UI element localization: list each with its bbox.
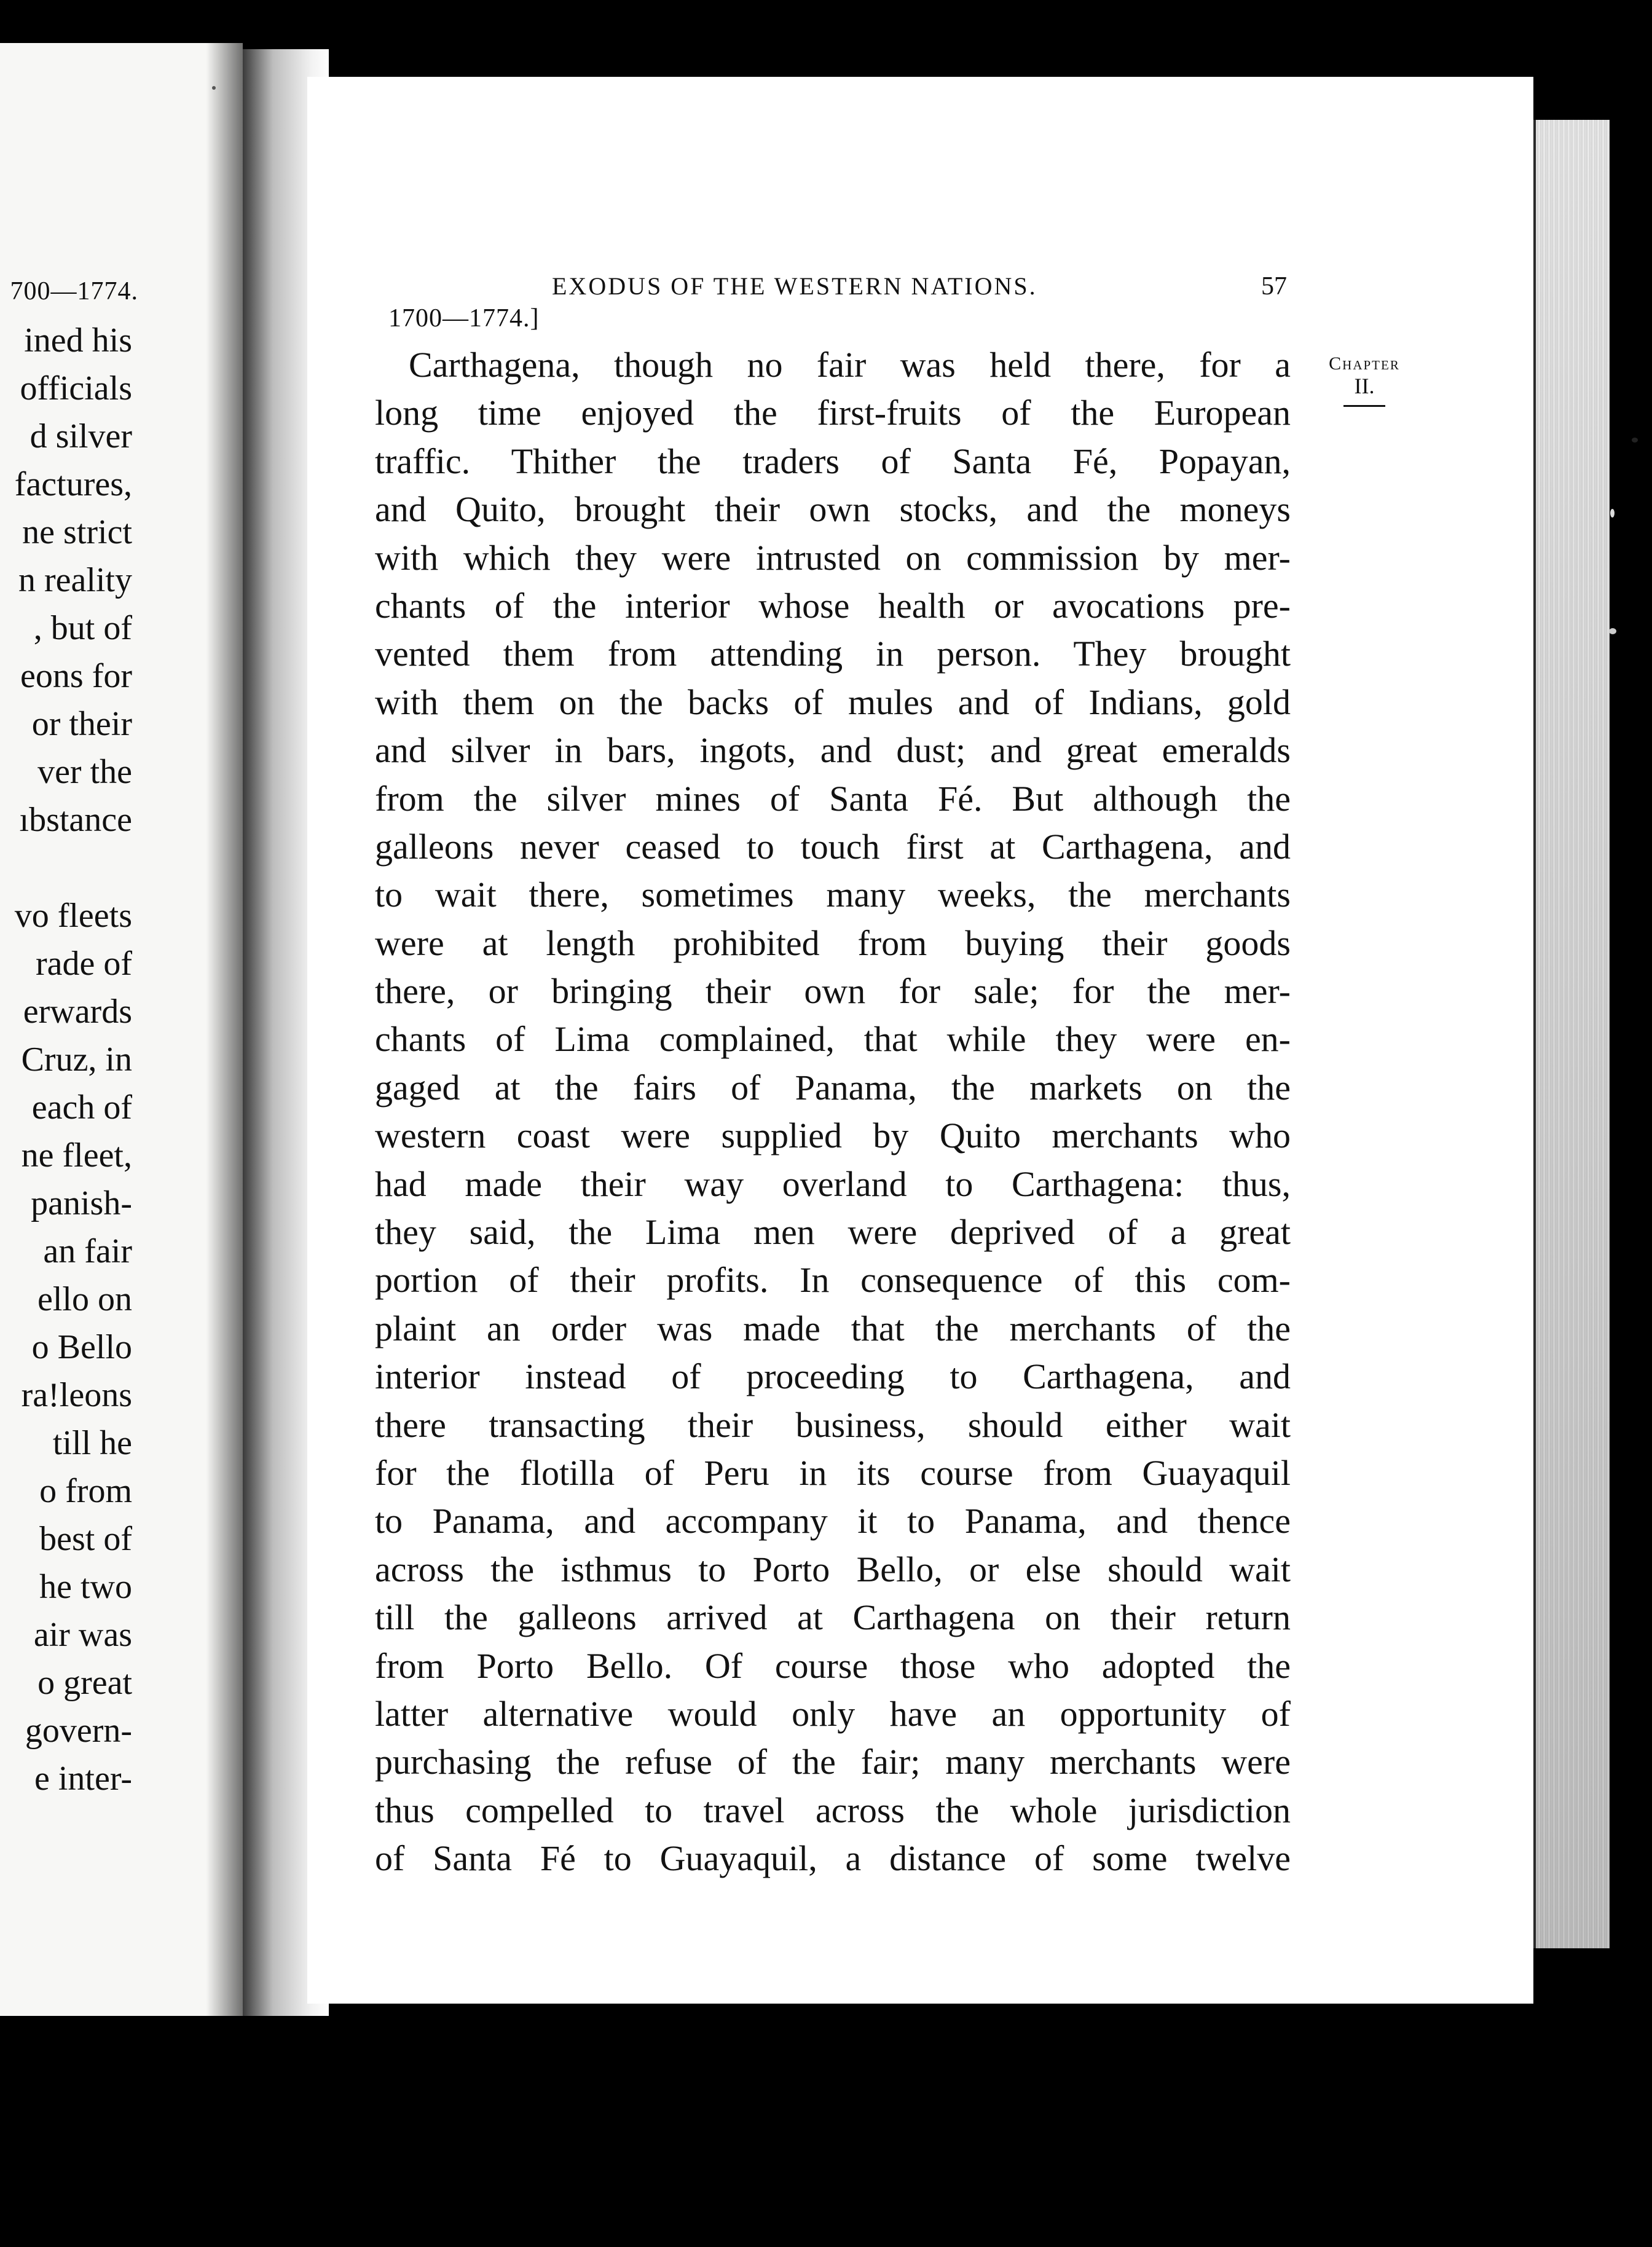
text-line: to Panama, and accompany it to Panama, and thence <box>375 1501 1291 1541</box>
text-line: plaint an order was made that the merchants of the <box>375 1308 1291 1348</box>
left-text-line: govern- <box>25 1712 132 1750</box>
text-line: across the isthmus to Porto Bello, or else should wait <box>375 1549 1291 1589</box>
page-edges <box>1533 120 1610 1948</box>
text-line: had made their way overland to Carthagena: thus, <box>375 1163 1291 1204</box>
text-line: long time enjoyed the first-fruits of the European <box>375 393 1291 433</box>
text-line: there transacting their business, should either wait <box>375 1404 1291 1445</box>
left-text-line: ello on <box>37 1280 132 1318</box>
text-line: they said, the Lima men were deprived of a great <box>375 1212 1291 1253</box>
left-text-line: an fair <box>43 1232 132 1270</box>
left-text-line: n reality <box>18 561 132 599</box>
text-line: vented them from attending in person. They brought <box>375 634 1291 674</box>
chapter-number: II. <box>1354 374 1375 398</box>
text-line: with which they were intrusted on commission by mer- <box>375 537 1291 578</box>
scan-speck <box>1632 438 1638 443</box>
left-text-line: o from <box>39 1472 132 1510</box>
date-range: 1700—1774.] <box>388 304 540 333</box>
text-line: Carthagena, though no fair was held there, for a <box>409 345 1291 385</box>
text-line: were at length prohibited from buying their goods <box>375 923 1291 963</box>
left-text-line: vo fleets <box>14 897 132 935</box>
text-line: from Porto Bello. Of course those who adopted the <box>375 1645 1291 1686</box>
text-line: to wait there, sometimes many weeks, the merchants <box>375 875 1291 915</box>
left-text-line: or their <box>31 705 132 743</box>
running-header: EXODUS OF THE WESTERN NATIONS. <box>552 272 1037 300</box>
left-text-line: o great <box>37 1664 132 1702</box>
text-line: till the galleons arrived at Carthagena on their return <box>375 1597 1291 1638</box>
text-line: western coast were supplied by Quito merchants who <box>375 1116 1291 1156</box>
left-text-line: rade of <box>35 945 132 983</box>
left-text-line: air was <box>33 1616 132 1654</box>
text-line: portion of their profits. In consequence of this com- <box>375 1260 1291 1301</box>
text-line: galleons never ceased to touch first at Carthagena, and <box>375 826 1291 867</box>
text-line: and Quito, brought their own stocks, and the moneys <box>375 489 1291 530</box>
text-line: there, or bringing their own for sale; for the mer- <box>375 971 1291 1012</box>
left-text-line: ıbstance <box>19 801 132 839</box>
left-text-line: Cruz, in <box>21 1041 132 1079</box>
text-line: from the silver mines of Santa Fé. But although the <box>375 778 1291 819</box>
left-text-line: ined his <box>24 321 132 360</box>
body-paragraph <box>375 341 1291 1883</box>
chapter-rule <box>1343 405 1385 407</box>
text-line: and silver in bars, ingots, and dust; and great emeralds <box>375 730 1291 771</box>
chapter-label: Chapter <box>1329 353 1400 374</box>
left-text-line: best of <box>39 1520 132 1558</box>
page-number: 57 <box>1261 272 1287 301</box>
scan-speck <box>212 86 216 90</box>
left-text-line: ver the <box>37 753 132 791</box>
left-text-line: d silver <box>30 417 132 455</box>
left-text-line: till he <box>52 1424 132 1462</box>
text-line: traffic. Thither the traders of Santa Fé, Popayan, <box>375 441 1291 481</box>
text-line: with them on the backs of mules and of Indians, gold <box>375 682 1291 722</box>
scan-speck <box>1610 509 1615 517</box>
left-text-line: , but of <box>33 609 132 647</box>
text-line: chants of Lima complained, that while they were en- <box>375 1019 1291 1060</box>
left-page <box>0 43 243 2016</box>
left-text-line: each of <box>31 1088 132 1127</box>
left-text-line: factures, <box>14 465 132 503</box>
text-line: for the flotilla of Peru in its course from Guayaquil <box>375 1452 1291 1493</box>
left-page-header: 700—1774. <box>10 277 138 305</box>
chapter-side-note <box>1309 353 1420 407</box>
left-text-line: panish- <box>31 1184 132 1222</box>
left-text-line: ne strict <box>22 513 132 551</box>
left-text-line: eons for <box>20 657 132 695</box>
left-text-line: e inter- <box>34 1760 132 1798</box>
left-text-line: ra!leons <box>21 1376 132 1414</box>
text-line: interior instead of proceeding to Carthagena, and <box>375 1356 1291 1397</box>
text-line: latter alternative would only have an opportunity of <box>375 1693 1291 1734</box>
left-page-text <box>0 317 132 1803</box>
left-text-line: he two <box>39 1568 132 1606</box>
left-text-line: o Bello <box>31 1328 132 1366</box>
left-text-line: erwards <box>23 993 132 1031</box>
left-text-line: officials <box>20 369 132 407</box>
text-line: gaged at the fairs of Panama, the markets on the <box>375 1067 1291 1108</box>
text-line: of Santa Fé to Guayaquil, a distance of some twelve <box>375 1838 1291 1879</box>
text-line: purchasing the refuse of the fair; many merchants were <box>375 1742 1291 1782</box>
paragraph-gap <box>0 844 132 892</box>
left-text-line: ne fleet, <box>21 1136 132 1175</box>
text-line: chants of the interior whose health or avocations pre- <box>375 585 1291 626</box>
scan-speck <box>1609 628 1616 634</box>
text-line: thus compelled to travel across the whole jurisdiction <box>375 1790 1291 1830</box>
